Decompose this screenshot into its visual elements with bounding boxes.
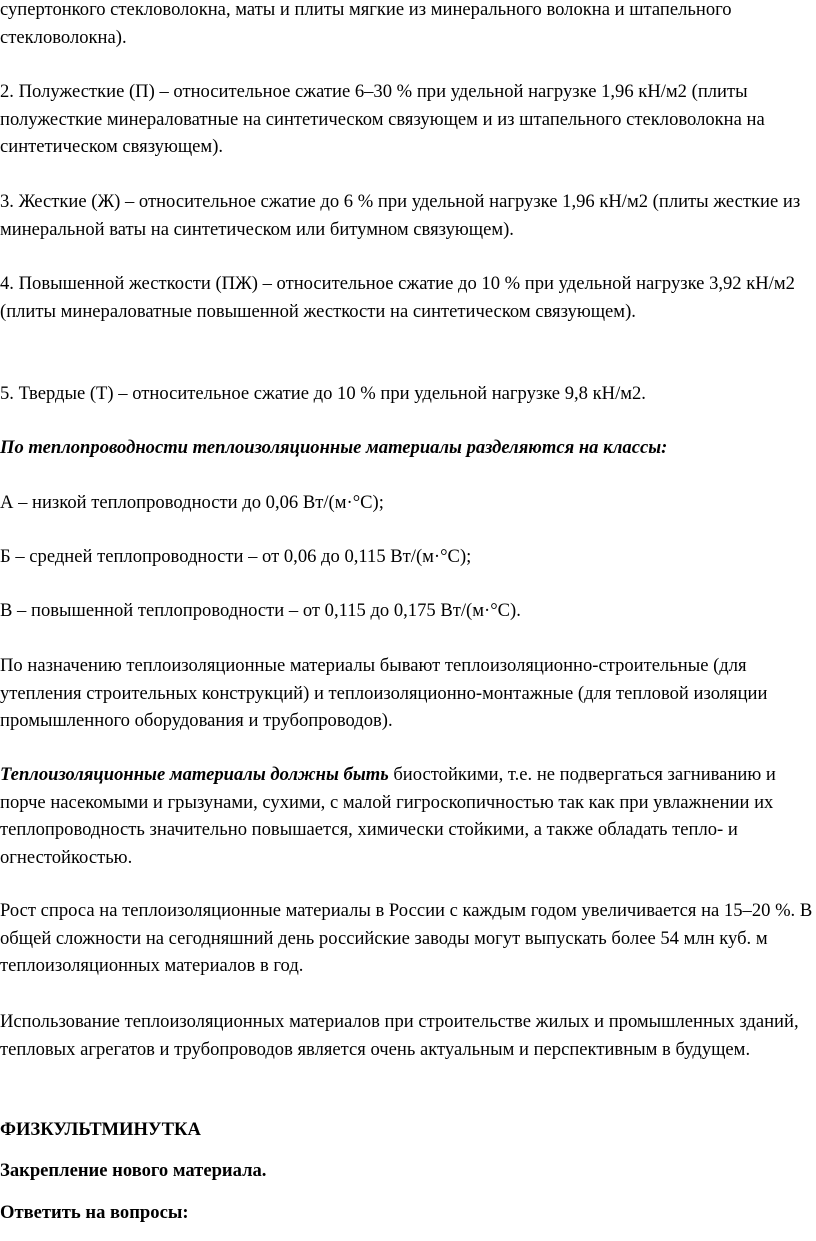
paragraph-solid: 5. Твердые (Т) – относительное сжатие до 10 % при удельной нагрузке 9,8 кН/м2.	[0, 383, 646, 404]
paragraph-usage: Использование теплоизоляционных материалов при строительстве жилых и промышленных зданий, тепловых агрегатов и трубопроводов является очень актуальным и перспективным в будущем.	[0, 1011, 799, 1060]
requirements-lead-text: Теплоизоляционные материалы должны быть	[0, 764, 389, 785]
class-c-item: В – повышенной теплопроводности – от 0,115 до 0,175 Вт/(м·°С).	[0, 600, 521, 621]
class-b-item: Б – средней теплопроводности – от 0,06 до 0,115 Вт/(м·°С);	[0, 546, 472, 567]
paragraph-increased-rigidity: 4. Повышенной жесткости (ПЖ) – относительное сжатие до 10 % при удельной нагрузке 3,92 кН/м2 (плиты минераловатные повышенной жесткости на синтетическом связующем).	[0, 273, 795, 322]
paragraph-purpose: По назначению теплоизоляционные материалы бывают теплоизоляционно-строительные (для утепления строительных конструкций) и теплоизоляционно-монтажные (для тепловой изоляции промышленного оборудования и трубопроводов).	[0, 655, 768, 731]
heading-answer-questions: Ответить на вопросы:	[0, 1202, 189, 1223]
heading-physical-exercise: ФИЗКУЛЬТМИНУТКА	[0, 1119, 201, 1140]
class-a-item: А – низкой теплопроводности до 0,06 Вт/(м·°С);	[0, 492, 384, 513]
paragraph-fibre-mats-continuation: супертонкого стекловолокна, маты и плиты мягкие из минерального волокна и штапельного стекловолокна).	[0, 0, 732, 48]
heading-reinforcement: Закрепление нового материала.	[0, 1160, 267, 1181]
paragraph-demand-growth: Рост спроса на теплоизоляционные материалы в России с каждым годом увеличивается на 15–20 %. В общей сложности на сегодняшний день российские заводы могут выпускать более 54 млн куб. м теплоизоляционных материалов в год.	[0, 900, 813, 976]
requirements-body-text: биостойкими, т.е. не подвергаться загниванию и порче насекомыми и грызунами, сухими, с малой гигроскопичностью так как при увлажнении их теплопроводность значительно повышается, химически стойкими, а также обладать тепло- и огнестойкостью.	[0, 764, 776, 868]
heading-thermal-conductivity-classes: По теплопроводности теплоизоляционные материалы разделяются на классы:	[0, 437, 668, 458]
paragraph-requirements	[0, 761, 816, 871]
paragraph-semi-rigid: 2. Полужесткие (П) – относительное сжатие 6–30 % при удельной нагрузке 1,96 кН/м2 (плиты полужесткие минераловатные на синтетическом связующем и из штапельного стекловолокна на синтетическом связующем).	[0, 81, 765, 157]
paragraph-rigid: 3. Жесткие (Ж) – относительное сжатие до 6 % при удельной нагрузке 1,96 кН/м2 (плиты жесткие из минеральной ваты на синтетическом или битумном связующем).	[0, 191, 801, 240]
